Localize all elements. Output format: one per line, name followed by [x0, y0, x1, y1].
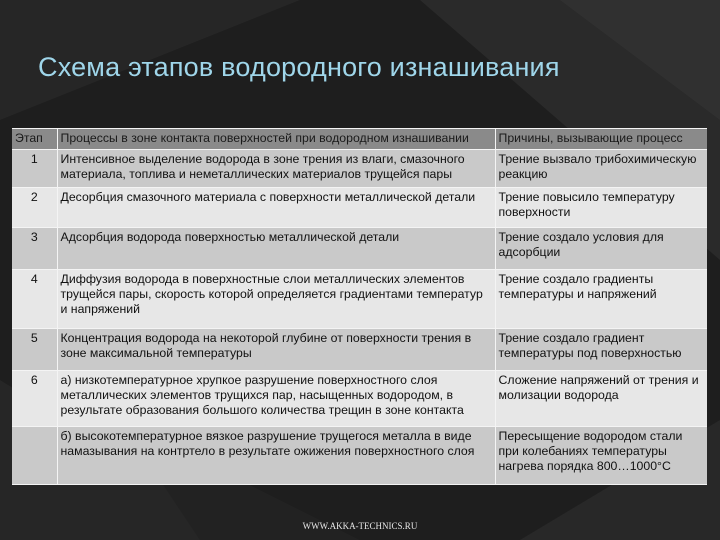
footer-url: WWW.AKKA-TECHNICS.RU [302, 521, 418, 531]
stage-number: 1 [12, 150, 57, 188]
header-stage: Этап [12, 129, 57, 150]
table-header-row [12, 129, 707, 150]
cause-cell: Сложение напряжений от трения и молизации водорода [495, 371, 707, 427]
table-row [12, 150, 707, 188]
process-cell: Диффузия водорода в поверхностные слои металлических элементов трущейся пары, скорость которой определяется градиентами температур и напряжений [57, 270, 495, 329]
stage-number: 4 [12, 270, 57, 329]
table-row [12, 188, 707, 228]
process-cell: Концентрация водорода на некоторой глубине от поверхности трения в зоне максимальной температуры [57, 329, 495, 371]
process-cell: б) высокотемпературное вязкое разрушение трущегося металла в виде намазывания на контртело в результате ожижения поверхностного слоя [57, 427, 495, 485]
process-cell: Интенсивное выделение водорода в зоне трения из влаги, смазочного материала, топлива и неметаллических материалов трущейся пары [57, 150, 495, 188]
cause-cell: Трение создало градиенты температуры и напряжений [495, 270, 707, 329]
cause-cell: Пересыщение водородом стали при колебаниях температуры нагрева порядка 800…1000°С [495, 427, 707, 485]
stage-number: 5 [12, 329, 57, 371]
process-cell: Адсорбция водорода поверхностью металлической детали [57, 228, 495, 270]
cause-cell: Трение вызвало трибохимическую реакцию [495, 150, 707, 188]
process-cell: Десорбция смазочного материала с поверхности металлической детали [57, 188, 495, 228]
cause-cell: Трение создало условия для адсорбции [495, 228, 707, 270]
table-row [12, 228, 707, 270]
slide-title: Схема этапов водородного изнашивания [38, 52, 560, 82]
table-row [12, 270, 707, 329]
table-row [12, 371, 707, 427]
table-row [12, 427, 707, 485]
cause-cell: Трение создало градиент температуры под поверхностью [495, 329, 707, 371]
stages-table [12, 128, 707, 485]
stage-number: 3 [12, 228, 57, 270]
stage-number [12, 427, 57, 485]
stage-number: 6 [12, 371, 57, 427]
header-cause: Причины, вызывающие процесс [495, 129, 707, 150]
stage-number: 2 [12, 188, 57, 228]
table-row [12, 329, 707, 371]
cause-cell: Трение повысило температуру поверхности [495, 188, 707, 228]
process-cell: а) низкотемпературное хрупкое разрушение поверхностного слоя металлических элементов трущихся пар, насыщенных водородом, в результате образования большого количества трещин в зоне контакта [57, 371, 495, 427]
header-process: Процессы в зоне контакта поверхностей при водородном изнашивании [57, 129, 495, 150]
